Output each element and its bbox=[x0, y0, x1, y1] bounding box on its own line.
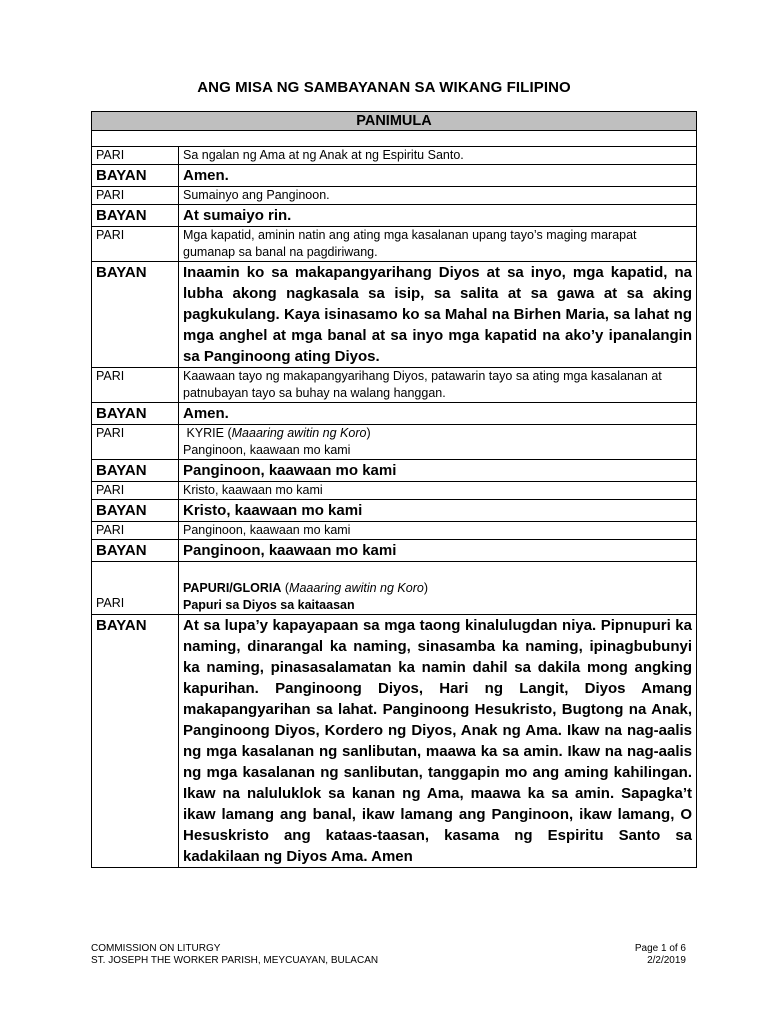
bayan-text: Amen. bbox=[179, 403, 697, 425]
section-title: PANIMULA bbox=[92, 112, 697, 131]
footer-commission: COMMISSION ON LITURGY bbox=[91, 943, 221, 954]
role-bayan: BAYAN bbox=[92, 615, 179, 868]
role-pari: PARI bbox=[92, 522, 179, 540]
role-pari: PARI bbox=[92, 227, 179, 262]
role-bayan: BAYAN bbox=[92, 262, 179, 368]
section-header-row bbox=[92, 112, 697, 131]
confiteor-text: Inaamin ko sa makapangyarihang Diyos at sa inyo, mga kapatid, na lubha akong nagkasala sa isip, sa salita at sa gawa at sa aking pagkukulang. Kaya isinasamo ko sa Mahal na Birhen Maria, sa lahat ng mga anghel at mga banal at sa inyo mga kapatid na ako’y ipanalangin sa Panginoong ating Diyos. bbox=[179, 262, 697, 368]
table-row bbox=[92, 500, 697, 522]
pari-text: Kristo, kaawaan mo kami bbox=[179, 482, 697, 500]
table-row bbox=[92, 403, 697, 425]
table-row bbox=[92, 262, 697, 368]
document-title: ANG MISA NG SAMBAYANAN SA WIKANG FILIPINO bbox=[197, 79, 571, 96]
table-row bbox=[92, 368, 697, 403]
gloria-note: Maaaring awitin ng Koro bbox=[289, 581, 424, 595]
table-row bbox=[92, 165, 697, 187]
pari-text: Kaawaan tayo ng makapangyarihang Diyos, patawarin tayo sa ating mga kasalanan at patnubayan tayo sa buhay na walang hanggan. bbox=[179, 368, 697, 403]
table-row bbox=[92, 425, 697, 460]
kyrie-note: Maaaring awitin ng Koro bbox=[231, 426, 367, 440]
kyrie-cell bbox=[179, 425, 697, 460]
table-row bbox=[92, 522, 697, 540]
bayan-text: Kristo, kaawaan mo kami bbox=[179, 500, 697, 522]
liturgy-table bbox=[91, 111, 697, 868]
footer-right bbox=[635, 943, 686, 967]
pari-text: Panginoon, kaawaan mo kami bbox=[183, 443, 351, 457]
gloria-cell bbox=[179, 562, 697, 615]
gloria-intonation: Papuri sa Diyos sa kaitaasan bbox=[183, 598, 355, 612]
role-bayan: BAYAN bbox=[92, 403, 179, 425]
role-pari: PARI bbox=[92, 187, 179, 205]
role-pari: PARI bbox=[92, 562, 179, 615]
pari-text: Sumainyo ang Panginoon. bbox=[179, 187, 697, 205]
pari-text: Mga kapatid, aminin natin ang ating mga kasalanan upang tayo’s maging marapat gumanap sa banal na pagdiriwang. bbox=[179, 227, 697, 262]
table-row bbox=[92, 227, 697, 262]
role-pari: PARI bbox=[92, 147, 179, 165]
gloria-text: At sa lupa’y kapayapaan sa mga taong kinalulugdan niya. Pipnupuri ka naming, dinarangal ka naming, sinasamba ka naming, ipinagbubunyi ka naming, pinasasalamatan ka namin dahil sa dakila mong angking kapurihan. Panginoong Diyos, Hari ng Langit, Diyos Amang makapangyarihan sa lahat. Panginoong Hesukristo, Bugtong na Anak, Panginoong Diyos, Kordero ng Diyos, Anak ng Ama. Ikaw na nag-aalis ng mga kasalanan ng sanlibutan, maawa ka sa amin. Ikaw na nag-aalis ng mga kasalanan ng sanlibutan, tanggapin mo ang aming kahilingan. Ikaw na naluluklok sa kanan ng Ama, maawa ka sa amin. Sapagka’t ikaw lamang ang banal, ikaw lamang ang Panginoon, ikaw lamang, O Hesuskristo ang kataas-taasan, kasama ng Espiritu Santo sa kadakilaan ng Diyos Ama. Amen bbox=[179, 615, 697, 868]
table-row bbox=[92, 147, 697, 165]
table-row bbox=[92, 562, 697, 615]
role-pari: PARI bbox=[92, 368, 179, 403]
table-row bbox=[92, 615, 697, 868]
role-bayan: BAYAN bbox=[92, 165, 179, 187]
pari-text: Sa ngalan ng Ama at ng Anak at ng Espiritu Santo. bbox=[179, 147, 697, 165]
table-row bbox=[92, 460, 697, 482]
table-row bbox=[92, 187, 697, 205]
spacer-row bbox=[92, 131, 697, 147]
gloria-heading: PAPURI/GLORIA (Maaaring awitin ng Koro) bbox=[183, 581, 428, 595]
table-row bbox=[92, 540, 697, 562]
role-bayan: BAYAN bbox=[92, 205, 179, 227]
role-bayan: BAYAN bbox=[92, 500, 179, 522]
table-row bbox=[92, 482, 697, 500]
kyrie-heading: KYRIE (Maaaring awitin ng Koro) bbox=[186, 426, 371, 440]
bayan-text: Amen. bbox=[179, 165, 697, 187]
role-bayan: BAYAN bbox=[92, 540, 179, 562]
page-number: Page 1 of 6 bbox=[634, 943, 686, 954]
footer-left bbox=[91, 943, 378, 967]
bayan-text: Panginoon, kaawaan mo kami bbox=[179, 460, 697, 482]
bayan-text: At sumaiyo rin. bbox=[179, 205, 697, 227]
role-pari: PARI bbox=[92, 482, 179, 500]
table-row bbox=[92, 205, 697, 227]
pari-text: Panginoon, kaawaan mo kami bbox=[179, 522, 697, 540]
footer-parish: ST. JOSEPH THE WORKER PARISH, MEYCUAYAN, BULACAN bbox=[91, 955, 379, 966]
document-date: 2/2/2019 bbox=[647, 955, 686, 966]
role-bayan: BAYAN bbox=[92, 460, 179, 482]
bayan-text: Panginoon, kaawaan mo kami bbox=[179, 540, 697, 562]
role-pari: PARI bbox=[92, 425, 179, 460]
